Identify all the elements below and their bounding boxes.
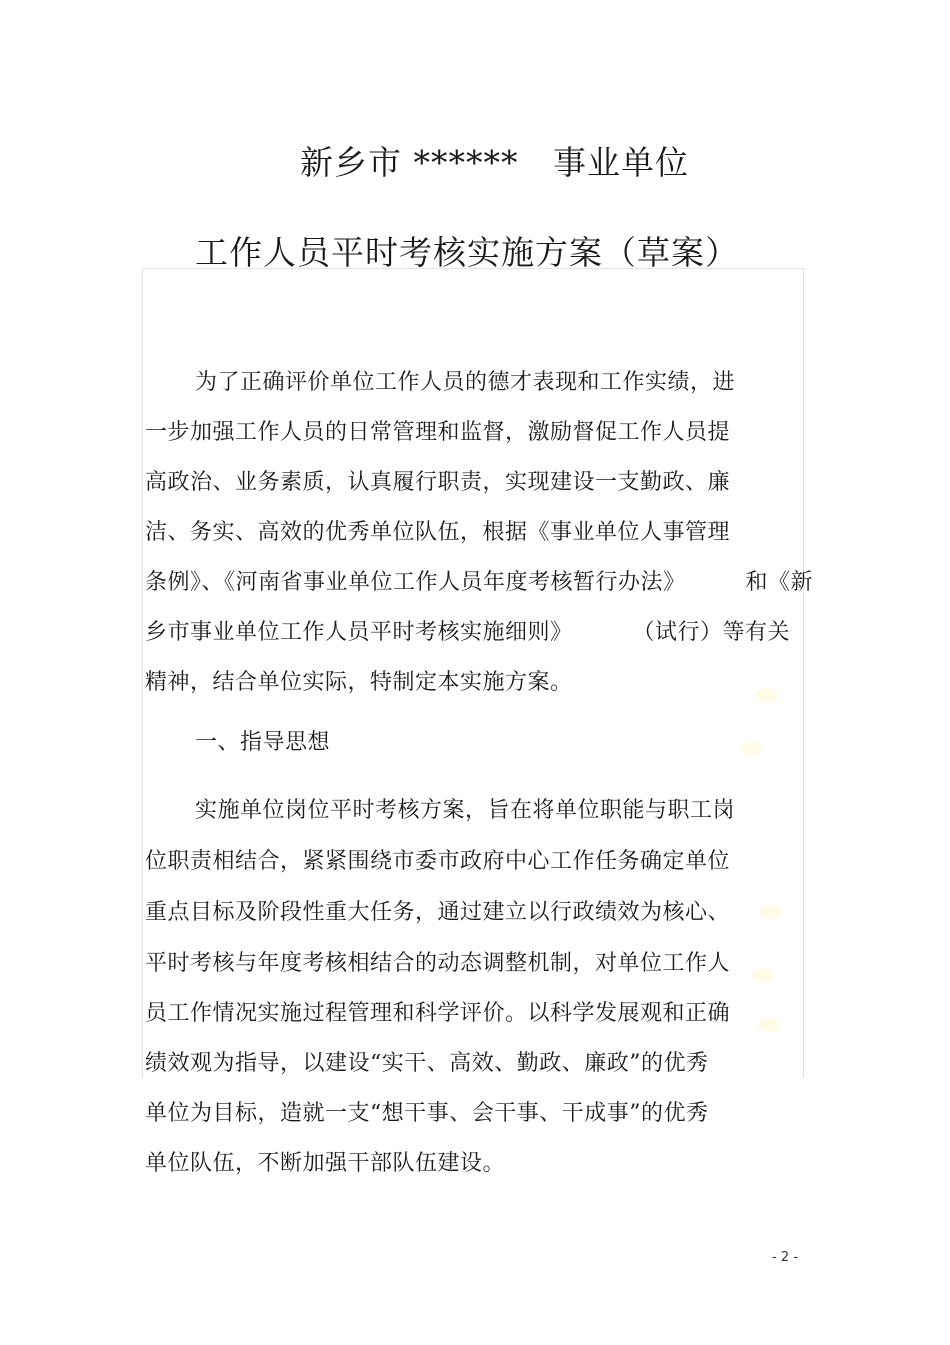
watermark-spot [752,968,774,982]
watermark-spot [760,905,782,919]
intro-line: 条例》、《河南省事业单位工作人员年度考核暂行办法》 和《新 [145,570,813,595]
section-line: 位职责相结合，紧紧围绕市委市政府中心工作任务确定单位 [145,849,731,874]
section-line: 重点目标及阶段性重大任务，通过建立以行政绩效为核心、 [145,900,731,925]
page-number: - 2 - [772,1250,798,1265]
intro-line: 一步加强工作人员的日常管理和监督，激励督促工作人员提 [145,420,731,445]
intro-line: 为了正确评价单位工作人员的德才表现和工作实绩，进 [195,370,736,395]
intro-line: 高政治、业务素质，认真履行职责，实现建设一支勤政、廉 [145,470,731,495]
watermark-spot [758,1018,780,1032]
section-line: 实施单位岗位平时考核方案，旨在将单位职能与职工岗 [195,798,736,823]
section-line: 绩效观为指导，以建设“实干、高效、勤政、廉政”的优秀 [145,1051,709,1076]
section-line: 单位队伍，不断加强干部队伍建设。 [145,1151,506,1176]
section-line: 单位为目标，造就一支“想干事、会干事、干成事”的优秀 [145,1101,709,1126]
intro-line: 精神，结合单位实际，特制定本实施方案。 [145,670,573,695]
watermark-spot [741,742,763,756]
section-line: 员工作情况实施过程管理和科学评价。以科学发展观和正确 [145,1001,731,1026]
intro-line: 洁、务实、高效的优秀单位队伍，根据《事业单位人事管理 [145,520,731,545]
document-title-line-1: 新乡市 ****** 事业单位 [300,143,689,182]
intro-line: 乡市事业单位工作人员平时考核实施细则》 （试行）等有关 [145,620,790,645]
section-line: 平时考核与年度考核相结合的动态调整机制，对单位工作人 [145,951,731,976]
watermark-spot [756,688,778,702]
section-heading: 一、指导思想 [195,730,331,755]
document-title-line-2: 工作人员平时考核实施方案（草案） [195,233,739,272]
